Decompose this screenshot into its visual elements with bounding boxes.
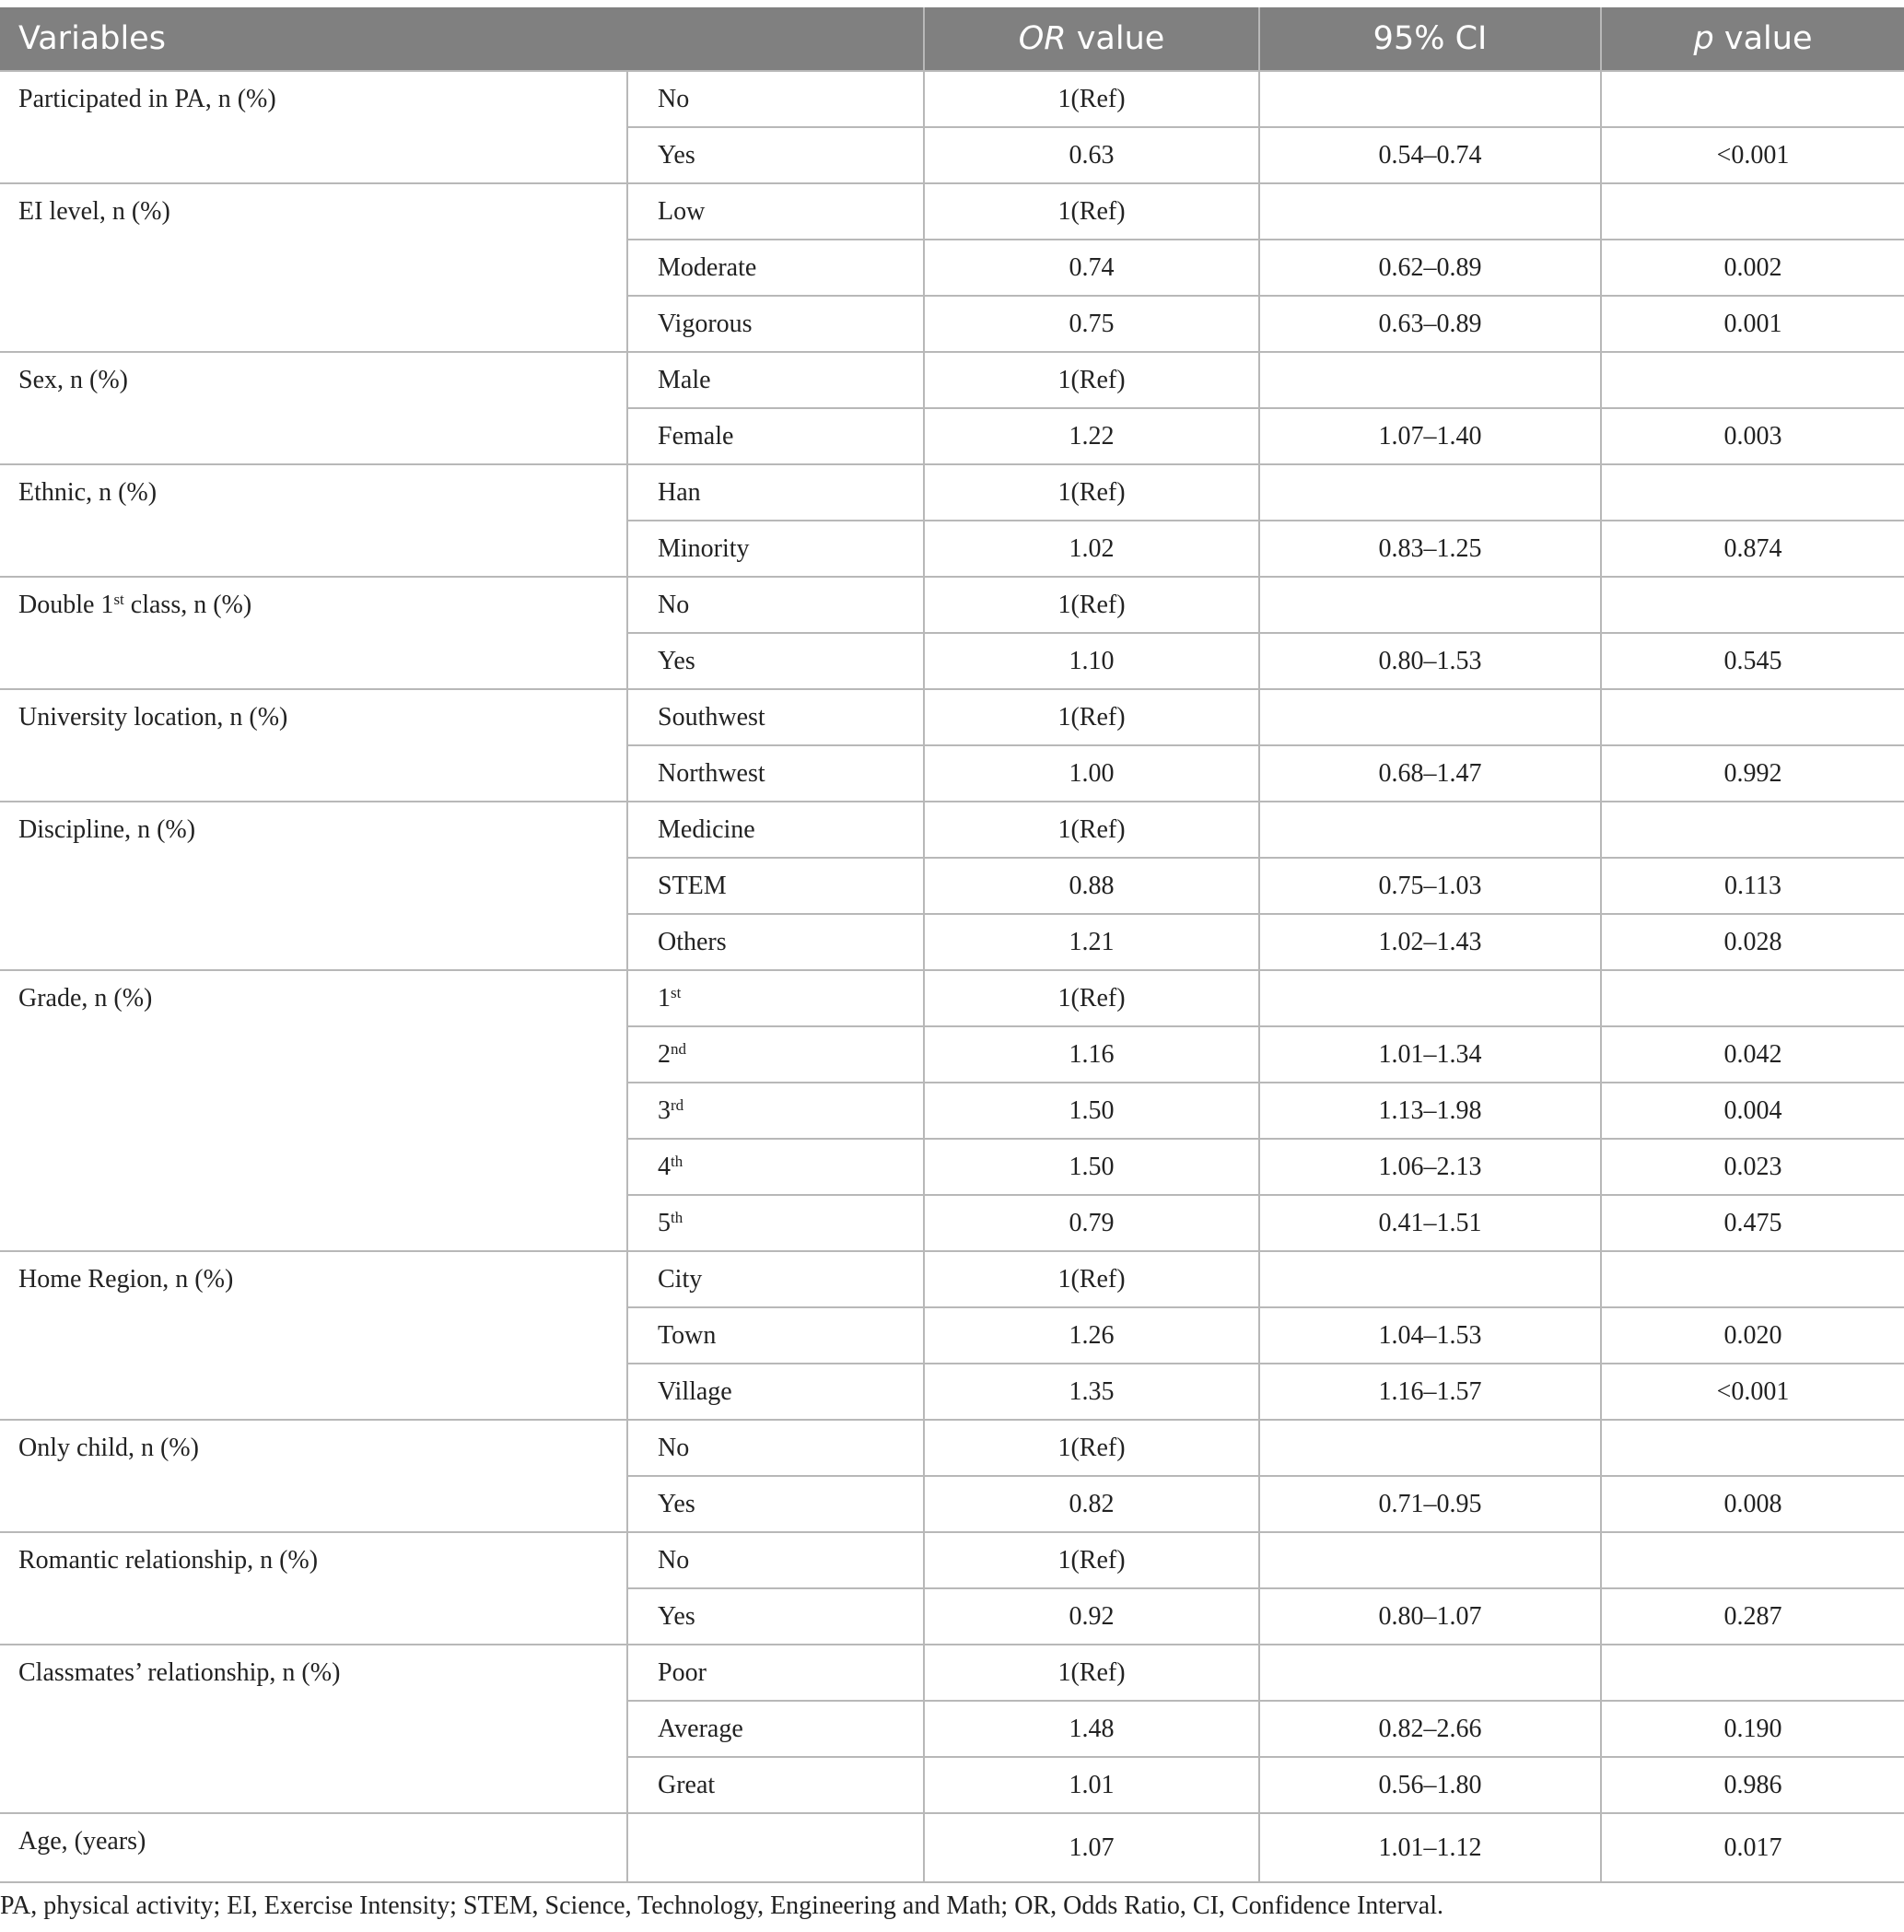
p-value-cell: <0.001 bbox=[1601, 127, 1904, 183]
p-value-cell: 0.874 bbox=[1601, 521, 1904, 577]
p-value-cell bbox=[1601, 71, 1904, 127]
or-value-cell: 1(Ref) bbox=[924, 1420, 1259, 1476]
level-suffix: nd bbox=[671, 1039, 686, 1058]
or-value-cell: 1.00 bbox=[924, 745, 1259, 802]
level-cell: STEM bbox=[627, 858, 924, 914]
p-value-cell: 0.113 bbox=[1601, 858, 1904, 914]
variable-label: University location, n (%) bbox=[0, 689, 627, 802]
header-or-value bbox=[924, 7, 1259, 71]
p-value-cell: 0.003 bbox=[1601, 408, 1904, 464]
or-value-cell: 0.74 bbox=[924, 240, 1259, 296]
p-value-cell: 0.017 bbox=[1601, 1813, 1904, 1882]
or-value-cell: 0.92 bbox=[924, 1588, 1259, 1645]
variable-label-text: class, n (%) bbox=[123, 591, 252, 619]
header-or-italic: OR bbox=[1018, 20, 1067, 57]
level-cell: Northwest bbox=[627, 745, 924, 802]
or-value-cell: 0.79 bbox=[924, 1195, 1259, 1251]
or-value-cell: 1.01 bbox=[924, 1757, 1259, 1813]
level-cell: Others bbox=[627, 914, 924, 970]
level-suffix: th bbox=[671, 1208, 683, 1226]
level-cell bbox=[627, 1195, 924, 1251]
p-value-cell: 0.001 bbox=[1601, 296, 1904, 352]
table-body bbox=[0, 71, 1904, 1882]
level-number: 1 bbox=[658, 983, 671, 1013]
p-value-cell: 0.002 bbox=[1601, 240, 1904, 296]
ci-cell bbox=[1259, 352, 1601, 408]
level-cell bbox=[627, 1083, 924, 1139]
or-value-cell: 1.02 bbox=[924, 521, 1259, 577]
level-cell: Great bbox=[627, 1757, 924, 1813]
level-number: 2 bbox=[658, 1039, 671, 1069]
ci-cell: 1.02–1.43 bbox=[1259, 914, 1601, 970]
p-value-cell bbox=[1601, 802, 1904, 858]
level-cell bbox=[627, 1026, 924, 1083]
p-value-cell: 0.028 bbox=[1601, 914, 1904, 970]
p-value-cell: 0.475 bbox=[1601, 1195, 1904, 1251]
ci-cell: 1.04–1.53 bbox=[1259, 1307, 1601, 1364]
p-value-cell: <0.001 bbox=[1601, 1364, 1904, 1420]
ci-cell bbox=[1259, 1420, 1601, 1476]
ci-cell: 0.80–1.07 bbox=[1259, 1588, 1601, 1645]
or-value-cell: 1.21 bbox=[924, 914, 1259, 970]
table-row bbox=[0, 802, 1904, 858]
or-value-cell: 0.75 bbox=[924, 296, 1259, 352]
p-value-cell: 0.020 bbox=[1601, 1307, 1904, 1364]
p-value-cell bbox=[1601, 970, 1904, 1026]
or-value-cell: 1(Ref) bbox=[924, 802, 1259, 858]
ci-cell bbox=[1259, 1532, 1601, 1588]
level-cell: No bbox=[627, 1420, 924, 1476]
variable-label: Romantic relationship, n (%) bbox=[0, 1532, 627, 1645]
p-value-cell: 0.042 bbox=[1601, 1026, 1904, 1083]
p-value-cell bbox=[1601, 689, 1904, 745]
variable-label: Grade, n (%) bbox=[0, 970, 627, 1251]
ci-cell: 0.83–1.25 bbox=[1259, 521, 1601, 577]
level-cell: Yes bbox=[627, 633, 924, 689]
table-row bbox=[0, 1532, 1904, 1588]
or-value-cell: 1.50 bbox=[924, 1083, 1259, 1139]
ci-cell: 0.75–1.03 bbox=[1259, 858, 1601, 914]
level-cell: Moderate bbox=[627, 240, 924, 296]
or-value-cell: 1.35 bbox=[924, 1364, 1259, 1420]
or-value-cell: 0.63 bbox=[924, 127, 1259, 183]
ci-cell: 0.63–0.89 bbox=[1259, 296, 1601, 352]
table-row bbox=[0, 577, 1904, 633]
variable-label: Age, (years) bbox=[0, 1813, 627, 1882]
ci-cell bbox=[1259, 464, 1601, 521]
or-value-cell: 1.16 bbox=[924, 1026, 1259, 1083]
ci-cell bbox=[1259, 802, 1601, 858]
p-value-cell bbox=[1601, 1251, 1904, 1307]
p-value-cell: 0.190 bbox=[1601, 1701, 1904, 1757]
p-value-cell: 0.992 bbox=[1601, 745, 1904, 802]
level-cell: Village bbox=[627, 1364, 924, 1420]
or-value-cell: 1(Ref) bbox=[924, 71, 1259, 127]
table-row bbox=[0, 1645, 1904, 1701]
p-value-cell bbox=[1601, 1420, 1904, 1476]
p-value-cell: 0.986 bbox=[1601, 1757, 1904, 1813]
variable-label: Home Region, n (%) bbox=[0, 1251, 627, 1420]
level-cell: No bbox=[627, 1532, 924, 1588]
variable-label bbox=[0, 577, 627, 689]
header-p-italic: p bbox=[1693, 20, 1714, 57]
or-value-cell: 1.22 bbox=[924, 408, 1259, 464]
level-cell: City bbox=[627, 1251, 924, 1307]
level-cell: Han bbox=[627, 464, 924, 521]
or-value-cell: 1.48 bbox=[924, 1701, 1259, 1757]
or-value-cell: 1.07 bbox=[924, 1813, 1259, 1882]
level-suffix: th bbox=[671, 1152, 683, 1170]
or-value-cell: 1(Ref) bbox=[924, 970, 1259, 1026]
header-or-rest: value bbox=[1066, 20, 1165, 57]
ci-cell: 0.41–1.51 bbox=[1259, 1195, 1601, 1251]
p-value-cell bbox=[1601, 352, 1904, 408]
table-row bbox=[0, 1251, 1904, 1307]
variable-label: Ethnic, n (%) bbox=[0, 464, 627, 577]
level-cell: Town bbox=[627, 1307, 924, 1364]
table-header-row bbox=[0, 7, 1904, 71]
variable-label: Participated in PA, n (%) bbox=[0, 71, 627, 183]
p-value-cell: 0.023 bbox=[1601, 1139, 1904, 1195]
variable-label: Sex, n (%) bbox=[0, 352, 627, 464]
ci-cell: 1.16–1.57 bbox=[1259, 1364, 1601, 1420]
level-cell: Southwest bbox=[627, 689, 924, 745]
table-row bbox=[0, 71, 1904, 127]
p-value-cell: 0.287 bbox=[1601, 1588, 1904, 1645]
or-value-cell: 1(Ref) bbox=[924, 577, 1259, 633]
ci-cell: 1.01–1.12 bbox=[1259, 1813, 1601, 1882]
ci-cell: 0.82–2.66 bbox=[1259, 1701, 1601, 1757]
ci-cell bbox=[1259, 71, 1601, 127]
or-value-cell: 1(Ref) bbox=[924, 1645, 1259, 1701]
level-cell bbox=[627, 1139, 924, 1195]
header-p-rest: value bbox=[1713, 20, 1813, 57]
level-number: 3 bbox=[658, 1095, 671, 1125]
or-value-cell: 0.82 bbox=[924, 1476, 1259, 1532]
p-value-cell: 0.004 bbox=[1601, 1083, 1904, 1139]
level-cell: Male bbox=[627, 352, 924, 408]
table-row bbox=[0, 689, 1904, 745]
ci-cell bbox=[1259, 970, 1601, 1026]
variable-label: EI level, n (%) bbox=[0, 183, 627, 352]
or-value-cell: 1(Ref) bbox=[924, 1251, 1259, 1307]
ci-cell: 0.68–1.47 bbox=[1259, 745, 1601, 802]
ci-cell bbox=[1259, 183, 1601, 240]
p-value-cell bbox=[1601, 183, 1904, 240]
results-table bbox=[0, 7, 1904, 1883]
table-row bbox=[0, 183, 1904, 240]
table-row bbox=[0, 1420, 1904, 1476]
ci-cell bbox=[1259, 577, 1601, 633]
or-value-cell: 1(Ref) bbox=[924, 689, 1259, 745]
or-value-cell: 1.26 bbox=[924, 1307, 1259, 1364]
p-value-cell bbox=[1601, 577, 1904, 633]
ci-cell: 1.13–1.98 bbox=[1259, 1083, 1601, 1139]
or-value-cell: 1.50 bbox=[924, 1139, 1259, 1195]
ci-cell bbox=[1259, 689, 1601, 745]
p-value-cell: 0.008 bbox=[1601, 1476, 1904, 1532]
or-value-cell: 1(Ref) bbox=[924, 1532, 1259, 1588]
table-row bbox=[0, 352, 1904, 408]
level-cell bbox=[627, 1813, 924, 1882]
level-cell: Poor bbox=[627, 1645, 924, 1701]
or-value-cell: 1(Ref) bbox=[924, 352, 1259, 408]
variable-label: Classmates’ relationship, n (%) bbox=[0, 1645, 627, 1813]
p-value-cell bbox=[1601, 1532, 1904, 1588]
level-cell: Yes bbox=[627, 1588, 924, 1645]
level-cell: Minority bbox=[627, 521, 924, 577]
or-value-cell: 1(Ref) bbox=[924, 464, 1259, 521]
header-p-value bbox=[1601, 7, 1904, 71]
level-cell: Yes bbox=[627, 1476, 924, 1532]
variable-label: Discipline, n (%) bbox=[0, 802, 627, 970]
ci-cell bbox=[1259, 1251, 1601, 1307]
level-cell: No bbox=[627, 71, 924, 127]
p-value-cell bbox=[1601, 464, 1904, 521]
ci-cell: 0.71–0.95 bbox=[1259, 1476, 1601, 1532]
ci-cell: 0.80–1.53 bbox=[1259, 633, 1601, 689]
level-cell: Female bbox=[627, 408, 924, 464]
level-cell: Vigorous bbox=[627, 296, 924, 352]
level-cell: No bbox=[627, 577, 924, 633]
level-cell: Medicine bbox=[627, 802, 924, 858]
header-95-ci: 95% CI bbox=[1259, 7, 1601, 71]
or-value-cell: 1(Ref) bbox=[924, 183, 1259, 240]
table-row bbox=[0, 1813, 1904, 1882]
p-value-cell bbox=[1601, 1645, 1904, 1701]
table-row bbox=[0, 970, 1904, 1026]
level-number: 5 bbox=[658, 1208, 671, 1237]
ci-cell: 0.56–1.80 bbox=[1259, 1757, 1601, 1813]
level-cell: Low bbox=[627, 183, 924, 240]
variable-label: Only child, n (%) bbox=[0, 1420, 627, 1532]
level-cell: Yes bbox=[627, 127, 924, 183]
ci-cell: 1.06–2.13 bbox=[1259, 1139, 1601, 1195]
level-number: 4 bbox=[658, 1152, 671, 1181]
ci-cell: 1.07–1.40 bbox=[1259, 408, 1601, 464]
or-value-cell: 1.10 bbox=[924, 633, 1259, 689]
ci-cell: 1.01–1.34 bbox=[1259, 1026, 1601, 1083]
header-variables: Variables bbox=[0, 7, 924, 71]
variable-label-sup: st bbox=[113, 591, 124, 608]
ci-cell: 0.54–0.74 bbox=[1259, 127, 1601, 183]
level-cell bbox=[627, 970, 924, 1026]
level-suffix: rd bbox=[671, 1095, 684, 1114]
ci-cell bbox=[1259, 1645, 1601, 1701]
table-row bbox=[0, 464, 1904, 521]
p-value-cell: 0.545 bbox=[1601, 633, 1904, 689]
variable-label-text: Double 1 bbox=[18, 591, 114, 619]
ci-cell: 0.62–0.89 bbox=[1259, 240, 1601, 296]
or-value-cell: 0.88 bbox=[924, 858, 1259, 914]
level-suffix: st bbox=[671, 983, 682, 1001]
level-cell: Average bbox=[627, 1701, 924, 1757]
table-footnote: PA, physical activity; EI, Exercise Intensity; STEM, Science, Technology, Engineering and Math; OR, Odds Ratio, CI, Confidence Interval. bbox=[0, 1891, 1444, 1920]
